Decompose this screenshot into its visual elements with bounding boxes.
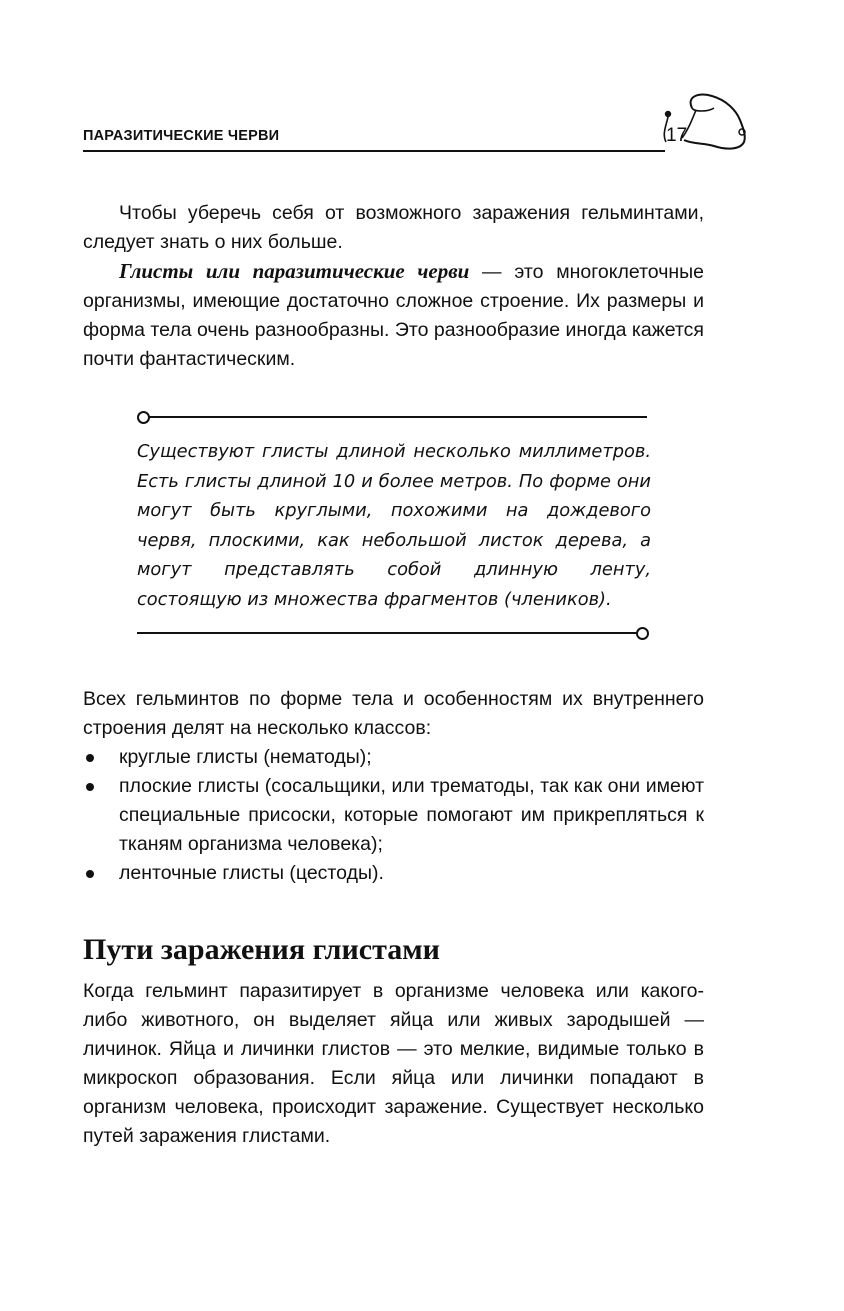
- defined-term: Глисты или паразитические черви: [119, 259, 470, 283]
- list-item-text: круглые глисты (нематоды);: [119, 746, 372, 768]
- intro-paragraph: Чтобы уберечь себя от возможного заражения гельминтами, следует знать о них больше.: [83, 202, 704, 253]
- running-head-title: ПАРАЗИТИЧЕСКИЕ ЧЕРВИ: [83, 128, 280, 144]
- callout-text: Существуют глисты длиной несколько миллиметров. Есть глисты длиной 10 и более метров. По форме они могут быть круглыми, похожими на дождевого червя, плоскими, как небольшой листок дерева, а могут представлять собой длинную ленту, состоящую из множества фрагментов (члеников).: [137, 441, 651, 610]
- definition-paragraph: [83, 257, 704, 374]
- list-item: [83, 772, 704, 859]
- running-header: [83, 126, 665, 152]
- bullet-icon: [86, 870, 94, 878]
- classes-intro-paragraph: Всех гельминтов по форме тела и особенностям их внутреннего строения делят на несколько классов:: [83, 688, 704, 739]
- list-item-text: ленточные глисты (цестоды).: [119, 862, 384, 884]
- list-item: [83, 859, 704, 888]
- callout-bottom-dot: [636, 627, 649, 640]
- callout-top-rule: [148, 416, 647, 418]
- section-paragraph: Когда гельминт паразитирует в организме человека или какого-либо животного, он выделяет яйца или живых зародышей — личинок. Яйца и личинки глистов — это мелкие, видимые только в микроскоп образования. Если яйца или личинки попадают в организм человека, происходит заражение. Существует несколько путей заражения глистами.: [83, 980, 704, 1147]
- bullet-icon: [86, 783, 94, 791]
- worm-classes-list: [83, 743, 704, 888]
- callout-bottom-rule: [137, 632, 637, 634]
- list-item-text: плоские глисты (сосальщики, или трематоды, так как они имеют специальные присоски, которые помогают им прикрепляться к тканям организма человека);: [119, 775, 704, 855]
- list-item: [83, 743, 704, 772]
- stethoscope-icon: [652, 88, 752, 158]
- section-heading: Пути заражения глистами: [83, 933, 440, 966]
- bullet-icon: [86, 754, 94, 762]
- page-number: 17: [666, 125, 688, 146]
- definition-text: — это многоклеточные организмы, имеющие достаточно сложное строение. Их размеры и форма тела очень разнообразны. Это разнообразие иногда кажется почти фантастическим.: [83, 261, 705, 370]
